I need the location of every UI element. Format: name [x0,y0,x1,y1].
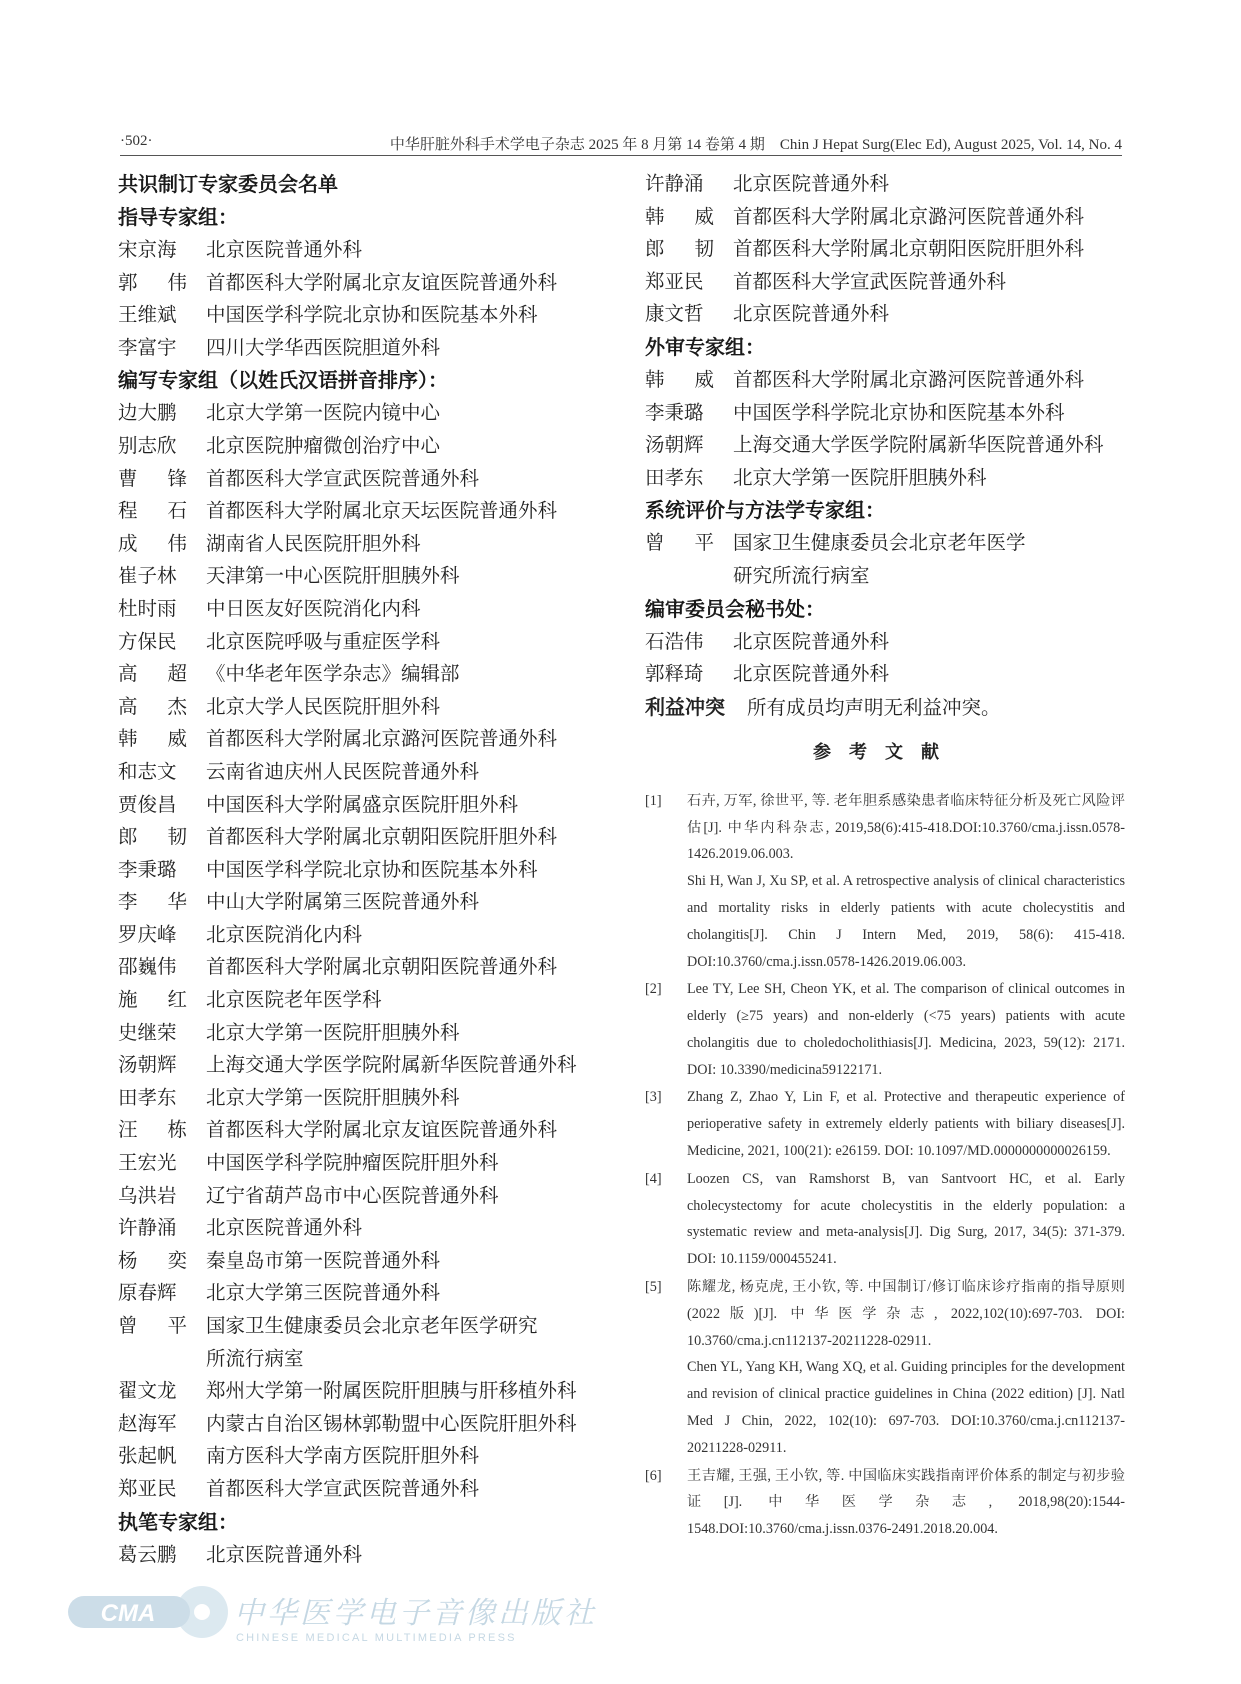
member-row [118,1212,618,1245]
member-affiliation: 中日医友好医院消化内科 [206,596,421,620]
conflict-label: 利益冲突 [645,694,725,719]
member-row [645,298,1125,331]
member-row [118,1539,618,1572]
member-row [645,168,1125,201]
member-name: 韩威 [645,204,745,228]
member-affiliation: 北京医院普通外科 [206,238,363,261]
member-name: 李华 [118,890,218,914]
member-name: 曹锋 [118,466,218,490]
member-row [118,1114,618,1147]
member-affiliation: 南方医科大学南方医院肝胆外科 [206,1444,480,1468]
member-row [118,1017,618,1050]
member-affiliation: 北京医院肿瘤微创治疗中心 [206,433,441,457]
member-row [645,626,1125,659]
left-column [118,168,618,1571]
member-row [645,429,1125,462]
member-name: 成伟 [118,531,218,555]
member-row [118,1147,618,1180]
reference-index: [1] [645,792,662,809]
page-number: ·502· [120,133,153,149]
member-affiliation: 北京医院消化内科 [206,922,363,946]
member-name: 赵海军 [118,1411,177,1435]
member-row [118,560,618,593]
reference-text: 石卉, 万军, 徐世平, 等. 老年胆系感染患者临床特征分析及死亡风险评估[J]. 中华内科杂志, 2019,58(6):415-418.DOI:10.3760/cma.j.issn.0578-1426.2019.06.003. [687,792,1125,863]
member-name: 罗庆峰 [118,922,177,946]
member-row [645,266,1125,299]
publisher-watermark [64,1582,597,1652]
member-affiliation: 北京大学第一医院肝胆胰外科 [733,465,987,489]
member-row [118,658,618,691]
member-name: 杨奕 [118,1248,218,1272]
group-heading: 执笔专家组： [118,1509,238,1534]
member-row [118,234,618,267]
member-name: 史继荣 [118,1020,177,1044]
member-name: 李富宇 [118,335,177,359]
member-affiliation: 中国医学科学院北京协和医院基本外科 [206,857,538,881]
member-row [118,1245,618,1278]
member-name: 王宏光 [118,1151,177,1175]
member-row [118,919,618,952]
reference-text: Chen YL, Yang KH, Wang XQ, et al. Guiding principles for the development and revision of clinical practice guidelines in China (2022 edition) [J]. Natl Med J Chin, 2022, 102(10): 697-703. DOI:10.3760/cma.j.cn112137-20211228-02911. [687,1359,1125,1456]
member-affiliation: 《中华老年医学杂志》编辑部 [206,662,460,686]
member-name: 郑亚民 [645,269,704,293]
member-name: 高杰 [118,694,218,718]
member-row [118,528,618,561]
member-affiliation: 中国医学科学院北京协和医院基本外科 [733,400,1065,424]
member-name: 郭释琦 [645,662,704,686]
member-affiliation: 北京医院普通外科 [733,629,890,653]
reference-item [645,1084,1125,1164]
member-name: 汤朝辉 [118,1053,177,1077]
member-row [118,1473,618,1506]
group-heading: 外审专家组： [645,334,765,359]
member-name: 崔子林 [118,564,177,588]
member-affiliation: 北京大学第一医院肝胆胰外科 [206,1085,460,1109]
member-row [118,1049,618,1082]
member-name: 李秉璐 [645,400,704,424]
member-affiliation: 国家卫生健康委员会北京老年医学研究 所流行病室 [206,1314,538,1370]
member-name: 李秉璐 [118,857,177,881]
member-affiliation: 中国医学科学院北京协和医院基本外科 [206,303,538,327]
member-row [118,1277,618,1310]
publisher-name-en: CHINESE MEDICAL MULTIMEDIA PRESS [236,1632,517,1644]
member-name: 高超 [118,662,218,686]
member-row [118,984,618,1017]
member-row [118,332,618,365]
reference-index: [3] [645,1089,662,1106]
member-row [118,593,618,626]
member-row [118,723,618,756]
member-affiliation: 首都医科大学附属北京潞河医院普通外科 [733,204,1085,228]
reference-item [645,1463,1125,1543]
member-row [118,1375,618,1408]
member-name: 宋京海 [118,238,177,261]
member-row [118,495,618,528]
member-name: 郎韧 [118,825,218,849]
member-affiliation: 上海交通大学医学院附属新华医院普通外科 [206,1053,577,1077]
member-name: 施红 [118,988,218,1012]
member-row [645,201,1125,234]
member-affiliation: 北京大学第一医院肝胆胰外科 [206,1020,460,1044]
reference-text: 王吉耀, 王强, 王小钦, 等. 中国临床实践指南评价体系的制定与初步验证[J]. 中华医学杂志, 2018,98(20):1544-1548.DOI:10.3760/cma.j.issn.0376-2491.2018.20.004. [687,1467,1125,1538]
member-affiliation: 首都医科大学宣武医院普通外科 [733,269,1007,293]
member-name: 汪栋 [118,1118,218,1142]
member-affiliation: 首都医科大学附属北京朝阳医院肝胆外科 [733,237,1085,261]
reference-item [645,1274,1125,1462]
member-affiliation: 北京医院普通外科 [206,1542,363,1566]
member-affiliation: 内蒙古自治区锡林郭勒盟中心医院肝胆外科 [206,1411,577,1435]
member-row [645,364,1125,397]
reference-index: [6] [645,1467,662,1484]
member-affiliation: 北京医院普通外科 [206,1216,363,1240]
cma-logo-icon [64,1582,234,1642]
member-affiliation: 中国医科大学附属盛京医院肝胆外科 [206,792,519,816]
member-affiliation: 北京医院普通外科 [733,662,890,686]
references-title: 参考文献 [813,741,957,763]
member-affiliation: 首都医科大学宣武医院普通外科 [206,1476,480,1500]
right-column [645,168,1125,1544]
member-name: 曾平 [118,1314,218,1337]
member-name: 田孝东 [118,1085,177,1109]
member-row [645,462,1125,495]
member-row [118,1408,618,1441]
member-affiliation: 首都医科大学宣武医院普通外科 [206,466,480,490]
member-name: 张起帆 [118,1444,177,1468]
group-heading: 系统评价与方法学专家组： [645,498,885,523]
member-affiliation: 北京医院老年医学科 [206,988,382,1012]
member-name: 和志文 [118,759,177,783]
member-affiliation: 上海交通大学医学院附属新华医院普通外科 [733,433,1104,457]
reference-index: [5] [645,1279,662,1296]
member-row [118,463,618,496]
reference-text: 陈耀龙, 杨克虎, 王小钦, 等. 中国制订/修订临床诊疗指南的指导原则(2022版)[J]. 中华医学杂志, 2022,102(10):697-703. DOI: 10.3760/cma.j.cn112137-20211228-02911. [687,1279,1125,1349]
member-row [645,527,1125,592]
member-row [118,821,618,854]
member-name: 郭伟 [118,270,218,294]
member-name: 许静涌 [118,1216,177,1240]
member-row [118,756,618,789]
member-affiliation: 首都医科大学附属北京朝阳医院肝胆外科 [206,825,558,849]
member-name: 翟文龙 [118,1379,177,1403]
reference-text: Shi H, Wan J, Xu SP, et al. A retrospective analysis of clinical characteristics and mortality risks in elderly patients with acute cholecystitis and cholangitis[J]. Chin J Intern Med, 2019, 58(6): 415-418. DOI:10.3760/cma.j.issn.0578-1426.2019.06.003. [687,873,1125,970]
member-name: 邵巍伟 [118,955,177,979]
member-name: 韩威 [118,727,218,751]
member-name: 许静涌 [645,172,704,195]
member-row [645,658,1125,691]
reference-item [645,788,1125,976]
member-row [118,951,618,984]
member-affiliation: 四川大学华西医院胆道外科 [206,335,441,359]
member-name: 葛云鹏 [118,1542,177,1566]
member-row [118,267,618,300]
member-name: 别志欣 [118,433,177,457]
group-heading: 编审委员会秘书处： [645,596,825,621]
member-affiliation: 北京大学第三医院普通外科 [206,1281,441,1305]
member-affiliation: 国家卫生健康委员会北京老年医学 研究所流行病室 [733,531,1026,587]
member-affiliation: 首都医科大学附属北京潞河医院普通外科 [206,727,558,751]
member-row [118,886,618,919]
member-row [118,397,618,430]
reference-text: Zhang Z, Zhao Y, Lin F, et al. Protective and therapeutic experience of perioperative safety in extremely elderly patients with biliary diseases[J]. Medicine, 2021, 100(21): e26159. DOI: 10.1097/MD.0000000000026159. [687,1089,1125,1160]
journal-citation-line: 中华肝脏外科手术学电子杂志 2025 年 8 月第 14 卷第 4 期 Chin J Hepat Surg(Elec Ed), August 2025, Vol. 14, No. 4 [389,137,1122,153]
logo-text: CMA [100,1600,156,1627]
member-name: 郎韧 [645,237,745,261]
member-row [118,789,618,822]
conflict-of-interest [645,691,1125,724]
member-affiliation: 北京大学第一医院内镜中心 [206,401,441,425]
reference-index: [4] [645,1170,662,1187]
publisher-name-cn: 中华医学电子音像出版社 [234,1596,597,1631]
member-name: 原春辉 [118,1281,177,1305]
member-affiliation: 首都医科大学附属北京朝阳医院普通外科 [206,955,558,979]
member-name: 郑亚民 [118,1476,177,1500]
member-name: 曾平 [645,531,745,555]
member-affiliation: 云南省迪庆州人民医院普通外科 [206,759,480,783]
group-heading: 编写专家组（以姓氏汉语拼音排序）： [118,368,448,393]
member-affiliation: 北京医院呼吸与重症医学科 [206,629,441,653]
member-affiliation: 中国医学科学院肿瘤医院肝胆外科 [206,1151,499,1175]
member-name: 方保民 [118,629,177,653]
reference-item [645,1166,1125,1273]
member-row [118,1082,618,1115]
member-affiliation: 北京医院普通外科 [733,302,890,326]
member-name: 王维斌 [118,303,177,327]
member-name: 程石 [118,499,218,523]
member-affiliation: 首都医科大学附属北京天坛医院普通外科 [206,499,558,523]
reference-text: Loozen CS, van Ramshorst B, van Santvoort HC, et al. Early cholecystectomy for acute cholecystitis in the elderly population: a systematic review and meta-analysis[J]. Dig Surg, 2017, 34(5): 371-379. DOI: 10.1159/000455241. [687,1170,1125,1268]
member-name: 贾俊昌 [118,792,177,816]
reference-item [645,976,1125,1083]
member-name: 田孝东 [645,465,704,489]
member-row [118,854,618,887]
member-row [645,397,1125,430]
member-row [645,233,1125,266]
member-row [118,1310,618,1375]
member-affiliation: 北京大学人民医院肝胆外科 [206,694,441,718]
member-affiliation: 首都医科大学附属北京潞河医院普通外科 [733,367,1085,391]
member-affiliation: 辽宁省葫芦岛市中心医院普通外科 [206,1183,499,1207]
conflict-text: 所有成员均声明无利益冲突。 [747,695,1001,719]
member-name: 边大鹏 [118,401,177,425]
member-name: 康文哲 [645,302,704,326]
committee-title: 共识制订专家委员会名单 [118,172,338,196]
member-name: 汤朝辉 [645,433,704,457]
member-row [118,691,618,724]
header-rule [120,155,1122,156]
member-row [118,430,618,463]
member-affiliation: 秦皇岛市第一医院普通外科 [206,1248,441,1272]
member-affiliation: 中山大学附属第三医院普通外科 [206,890,480,914]
member-row [118,626,618,659]
member-name: 乌洪岩 [118,1183,177,1207]
member-row [118,299,618,332]
member-affiliation: 湖南省人民医院肝胆外科 [206,531,421,555]
member-row [118,1440,618,1473]
member-name: 韩威 [645,367,745,391]
member-affiliation: 天津第一中心医院肝胆胰外科 [206,564,460,588]
group-heading: 指导专家组： [118,205,238,229]
member-row [118,1180,618,1213]
member-affiliation: 首都医科大学附属北京友谊医院普通外科 [206,1118,558,1142]
running-header [120,131,1122,155]
reference-index: [2] [645,981,662,998]
member-affiliation: 首都医科大学附属北京友谊医院普通外科 [206,270,558,294]
member-affiliation: 北京医院普通外科 [733,172,890,195]
member-name: 杜时雨 [118,596,177,620]
reference-text: Lee TY, Lee SH, Cheon YK, et al. The comparison of clinical outcomes in elderly (≥75 years) and non-elderly (<75 years) patients with acute cholangitis due to choledocholithiasis[J]. Medicina, 2023, 59(12): 2171. DOI: 10.3390/medicina59122171. [687,981,1125,1078]
member-name: 石浩伟 [645,629,704,653]
member-affiliation: 郑州大学第一附属医院肝胆胰与肝移植外科 [206,1379,577,1403]
